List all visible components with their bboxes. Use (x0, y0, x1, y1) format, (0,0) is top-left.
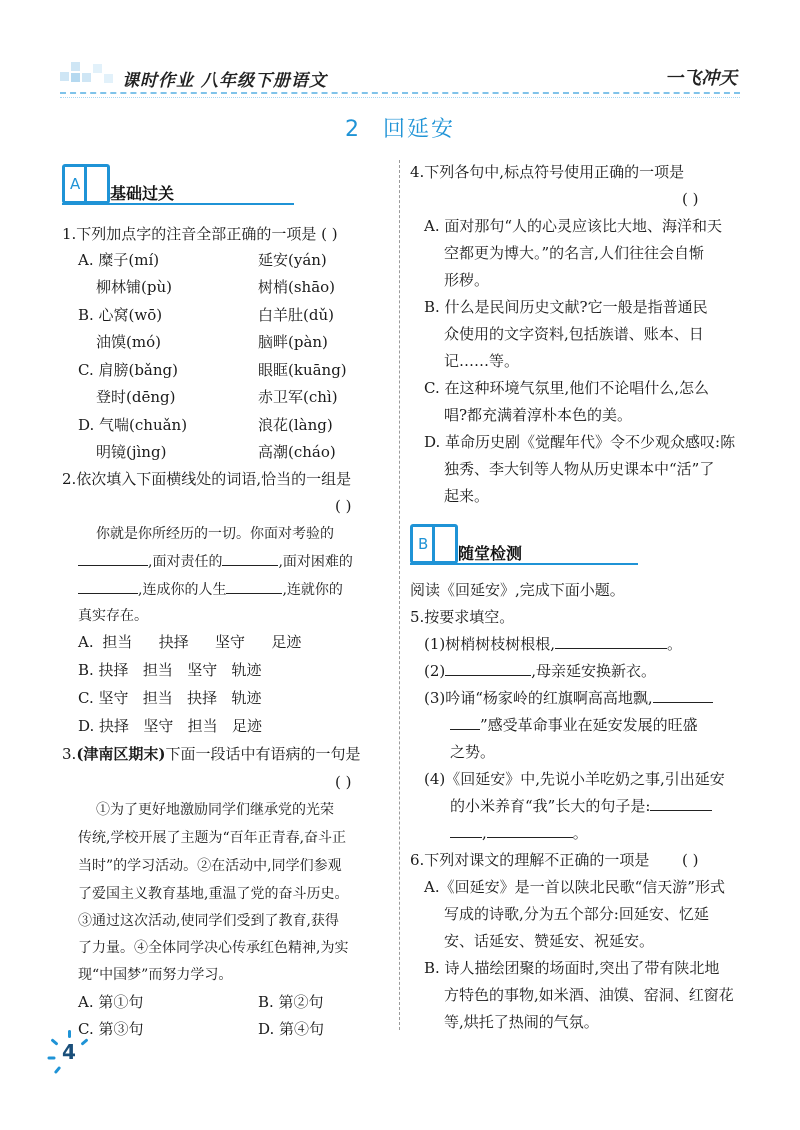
q1-option: 登时(dēng) (96, 388, 176, 406)
header-rule-dotted (60, 97, 740, 98)
q3-passage-line: 了力量。④全体同学决心传承红色精神,为实 (78, 940, 349, 956)
q6-option-line: 安、话延安、赞延安、祝延安。 (444, 932, 655, 950)
q4-option-line: 空都更为博大。”的名言,人们往往会自惭 (444, 244, 704, 262)
q6-option-line: 写成的诗歌,分为五个部分:回延安、忆延 (444, 905, 709, 923)
q1-option: C. 肩膀(bǎng) (78, 361, 178, 379)
q1-option: 白羊肚(dǔ) (258, 306, 334, 324)
q1-option: 浪花(làng) (258, 416, 333, 434)
q4-option-line: 起来。 (444, 487, 490, 505)
q2-option: C. 坚守 担当 抉择 轨迹 (78, 689, 262, 707)
fill-blank[interactable] (78, 593, 138, 594)
q5-stem: 5.按要求填空。 (410, 608, 515, 626)
q2-option: B. 抉择 担当 坚守 轨迹 (78, 661, 262, 679)
q4-option-line: 形秽。 (444, 271, 490, 289)
answer-paren: ( ) (335, 497, 352, 515)
q1-option: 脑畔(pàn) (258, 333, 328, 351)
q3-option: B. 第②句 (258, 993, 324, 1011)
header-title: 课时作业 八年级下册语文 (122, 71, 327, 91)
q2-passage-line: 你就是你所经历的一切。你面对考验的 (96, 526, 334, 542)
q3-stem: 3.(津南区期末)下面一段话中有语病的一句是 (62, 745, 361, 763)
lesson-number: 2 (344, 117, 361, 142)
fill-blank[interactable] (222, 565, 278, 566)
q5-item: (1)树梢树枝树根根, 。 (424, 635, 683, 653)
lesson-title (0, 112, 800, 143)
q4-option-line: D. 革命历史剧《觉醒年代》令不少观众感叹:陈 (424, 433, 736, 451)
q3-passage-line: 现“中国梦”而努力学习。 (78, 967, 233, 983)
q3-passage-line: 当时”的学习活动。②在活动中,同学们参观 (78, 858, 342, 874)
answer-paren: ( ) (682, 190, 699, 208)
q2-option: D. 抉择 坚守 担当 足迹 (78, 717, 263, 735)
fill-blank[interactable] (450, 837, 482, 838)
q4-option-line: 唱?都充满着淳朴本色的美。 (444, 406, 633, 424)
q1-option: 柳林铺(pù) (96, 278, 172, 296)
q3-passage-line: ③通过这次活动,使同学们受到了教育,获得 (78, 913, 339, 929)
answer-paren: ( ) (335, 773, 352, 791)
q3-passage-line: 传统,学校开展了主题为“百年正青春,奋斗正 (78, 830, 347, 846)
q2-stem: 2.依次填入下面横线处的词语,恰当的一组是 (62, 470, 352, 488)
section-b-title: 随堂检测 (458, 544, 523, 563)
fill-blank[interactable] (445, 675, 531, 676)
q1-option: 赤卫军(chì) (258, 388, 338, 406)
q5-item: (3)吟诵“杨家岭的红旗啊高高地飘, (424, 688, 713, 708)
q3-option: C. 第③句 (78, 1020, 144, 1038)
section-b-underline (410, 563, 638, 565)
section-a-title: 基础过关 (110, 184, 175, 203)
lesson-name: 回延安 (382, 117, 455, 142)
q1-option: A. 糜子(mí) (78, 251, 160, 269)
q6-option-line: A.《回延安》是一首以陕北民歌“信天游”形式 (424, 878, 725, 896)
fill-blank[interactable] (487, 837, 573, 838)
q5-item: 的小米养育“我”长大的句子是: (450, 796, 712, 816)
q6-option-line: B. 诗人描绘团聚的场面时,突出了带有陕北地 (424, 959, 720, 977)
fill-blank[interactable] (650, 810, 712, 811)
q5-item: (2) ,母亲延安换新衣。 (424, 662, 657, 680)
q3-option: D. 第④句 (258, 1020, 325, 1038)
q3-passage-line: ①为了更好地激励同学们继承党的光荣 (96, 802, 334, 818)
q1-option: B. 心窝(wō) (78, 306, 163, 324)
fill-blank[interactable] (78, 565, 148, 566)
q1-option: 树梢(shāo) (258, 278, 336, 296)
q5-item: ”感受革命事业在延安发展的旺盛 (450, 715, 698, 735)
q4-option-line: 独秀、李大钊等人物从历史课本中“活”了 (444, 460, 715, 478)
fill-blank[interactable] (653, 702, 713, 703)
q1-stem: 1.下列加点字的注音全部正确的一项是 ( ) (62, 225, 338, 243)
fill-blank[interactable] (555, 648, 667, 649)
q6-option-line: 方特色的事物,如米酒、油馍、窑洞、红窗花 (444, 986, 734, 1004)
q4-option-line: 众使用的文字资料,包括族谱、账本、日 (444, 325, 704, 343)
section-b-badge: B (410, 524, 456, 562)
fill-blank[interactable] (226, 593, 282, 594)
q6-stem: 6.下列对课文的理解不正确的一项是 (410, 851, 650, 869)
q6-option-line: 等,烘托了热闹的气氛。 (444, 1013, 599, 1031)
q4-option-line: A. 面对那句“人的心灵应该比大地、海洋和天 (424, 217, 723, 235)
q2-option: A. 担当 抉择 坚守 足迹 (78, 633, 302, 651)
q3-source-tag: (津南区期末) (76, 745, 166, 763)
q3-option: A. 第①句 (78, 993, 144, 1011)
reading-instruction: 阅读《回延安》,完成下面小题。 (410, 581, 625, 599)
q3-passage-line: 了爱国主义教育基地,重温了党的奋斗历史。 (78, 886, 349, 902)
q1-option: 明镜(jìng) (96, 443, 167, 461)
brand-logo: 一飞冲天 (665, 68, 737, 89)
q2-passage-line: ,连成你的人生 ,连就你的 (78, 580, 343, 600)
q1-option: 延安(yán) (258, 251, 327, 269)
answer-paren: ( ) (682, 851, 699, 869)
header-decoration (60, 62, 122, 92)
q4-option-line: B. 什么是民间历史文献?它一般是指普通民 (424, 298, 708, 316)
section-a-badge: A (62, 164, 108, 202)
q4-stem: 4.下列各句中,标点符号使用正确的一项是 (410, 163, 685, 181)
q4-option-line: C. 在这种环境气氛里,他们不论唱什么,怎么 (424, 379, 710, 397)
section-a-underline (62, 203, 294, 205)
q2-passage-line: ,面对责任的 ,面对困难的 (78, 552, 353, 572)
column-divider (399, 160, 400, 1030)
q1-option: 眼眶(kuāng) (258, 361, 347, 379)
q4-option-line: 记……等。 (444, 352, 520, 370)
q1-option: 高潮(cháo) (258, 443, 336, 461)
header-rule (60, 92, 740, 94)
q5-item: (4)《回延安》中,先说小羊吃奶之事,引出延安 (424, 770, 725, 788)
q1-option: 油馍(mó) (96, 333, 161, 351)
page-number: 4 (62, 1040, 76, 1064)
q1-option: D. 气喘(chuǎn) (78, 416, 188, 434)
q5-item: , 。 (450, 823, 588, 843)
q2-passage-line: 真实存在。 (78, 608, 148, 624)
q5-item: 之势。 (450, 743, 496, 761)
fill-blank[interactable] (450, 729, 480, 730)
